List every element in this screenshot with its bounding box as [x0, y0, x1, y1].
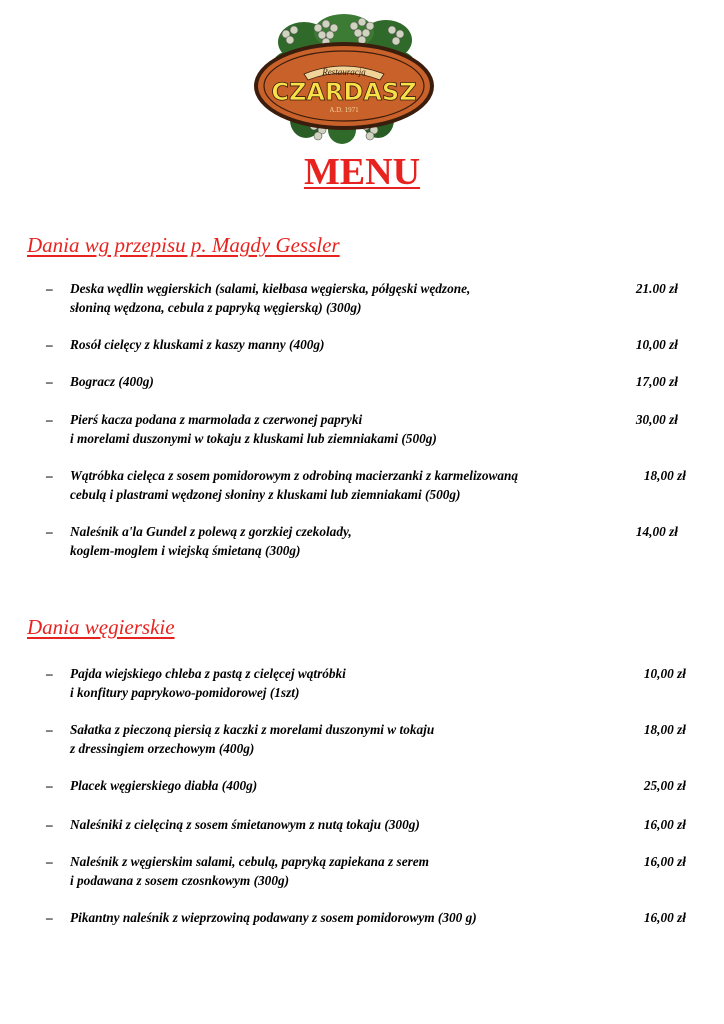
bullet-dash: –: [46, 281, 53, 296]
item-price: 30,00 zł: [635, 412, 678, 427]
item-description: Placek węgierskiego diabła (400g): [70, 778, 258, 793]
item-price: 16,00 zł: [643, 910, 686, 925]
bullet-dash: –: [46, 817, 53, 832]
item-description: Naleśniki z cielęciną z sosem śmietanowym z nutą tokaju (300g): [70, 817, 420, 832]
item-description-cont: koglem-moglem i wiejską śmietaną (300g): [70, 543, 301, 558]
item-description: Deska wędlin węgierskich (salami, kiełbasa węgierska, półgęski wędzone,: [70, 281, 471, 296]
item-description: Wątróbka cielęca z sosem pomidorowym z odrobiną macierzanki z karmelizowaną: [70, 468, 519, 483]
item-description: Naleśnik z węgierskim salami, cebulą, papryką zapiekana z serem: [70, 854, 430, 869]
item-description-cont: cebulą i plastrami wędzonej słoniny z kluskami lub ziemniakami (500g): [70, 487, 461, 502]
item-description-cont: i morelami duszonymi w tokaju z kluskami lub ziemniakami (500g): [70, 431, 437, 446]
item-description-cont: i konfitury paprykowo-pomidorowej (1szt): [70, 685, 300, 700]
item-description: Pierś kacza podana z marmolada z czerwonej papryki: [70, 412, 363, 427]
item-price: 17,00 zł: [635, 374, 678, 389]
item-price: 18,00 zł: [643, 722, 686, 737]
item-description-cont: z dressingiem orzechowym (400g): [70, 741, 255, 756]
item-price: 16,00 zł: [643, 817, 686, 832]
logo-since-text: A.D. 1971: [329, 106, 359, 114]
bullet-dash: –: [46, 722, 53, 737]
bullet-dash: –: [46, 374, 53, 389]
restaurant-logo: [246, 8, 442, 148]
item-description-cont: słoniną wędzona, cebula z papryką węgierską) (300g): [70, 300, 362, 315]
item-description: Rosół cielęcy z kluskami z kaszy manny (400g): [70, 337, 325, 352]
item-description: Bogracz (400g): [70, 374, 154, 389]
item-price: 10,00 zł: [643, 666, 686, 681]
bullet-dash: –: [46, 666, 53, 681]
bullet-dash: –: [46, 854, 53, 869]
bullet-dash: –: [46, 910, 53, 925]
logo-brand-text: CZARDASZ: [271, 78, 417, 106]
bullet-dash: –: [46, 412, 53, 427]
bullet-dash: –: [46, 468, 53, 483]
item-description: Naleśnik a'la Gundel z polewą z gorzkiej czekolady,: [70, 524, 352, 539]
menu-title: MENU: [303, 151, 421, 193]
item-price: 14,00 zł: [635, 524, 678, 539]
bullet-dash: –: [46, 337, 53, 352]
item-price: 25,00 zł: [643, 778, 686, 793]
item-price: 21.00 zł: [635, 281, 678, 296]
bullet-dash: –: [46, 778, 53, 793]
item-description: Pajda wiejskiego chleba z pastą z cielęcej wątróbki: [70, 666, 346, 681]
section-heading-gessler: Dania wg przepisu p. Magdy Gessler: [27, 233, 340, 257]
item-price: 18,00 zł: [643, 468, 686, 483]
item-description: Pikantny naleśnik z wieprzowiną podawany z sosem pomidorowym (300 g): [70, 910, 477, 925]
item-description-cont: i podawana z sosem czosnkowym (300g): [70, 873, 290, 888]
item-price: 10,00 zł: [635, 337, 678, 352]
section-heading-hungarian: Dania węgierskie: [27, 615, 175, 639]
item-price: 16,00 zł: [643, 854, 686, 869]
bullet-dash: –: [46, 524, 53, 539]
item-description: Sałatka z pieczoną piersią z kaczki z morelami duszonymi w tokaju: [70, 722, 435, 737]
logo-top-text: Restauracja: [322, 67, 366, 77]
